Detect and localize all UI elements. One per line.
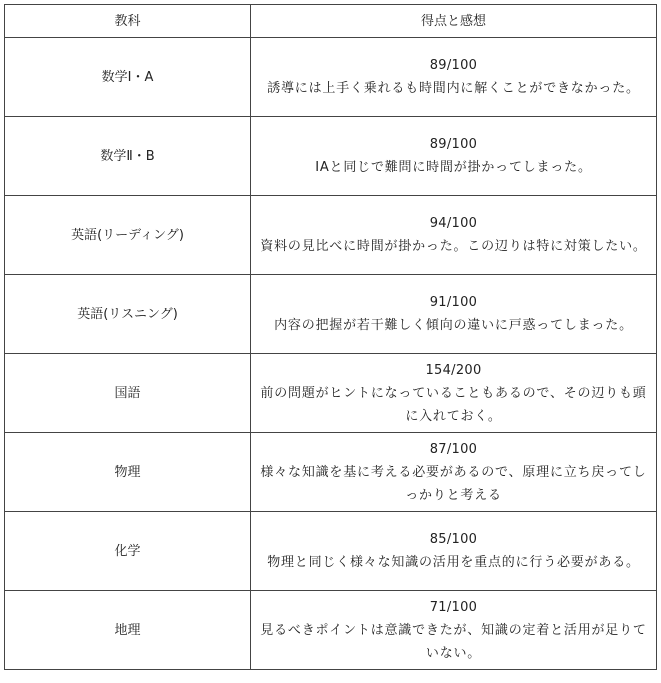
table-row	[5, 117, 657, 196]
subject-cell: 化学	[5, 512, 251, 591]
table-row	[5, 354, 657, 433]
table-row	[5, 591, 657, 670]
table-row	[5, 512, 657, 591]
comment-text: 資料の見比べに時間が掛かった。この辺りは特に対策したい。	[260, 239, 647, 254]
header-score-comment: 得点と感想	[251, 5, 657, 38]
table-row	[5, 196, 657, 275]
score-comment-cell	[251, 354, 657, 433]
score-value: 91/100	[429, 295, 478, 310]
table-row	[5, 433, 657, 512]
score-comment-cell	[251, 433, 657, 512]
comment-text: 物理と同じく様々な知識の活用を重点的に行う必要がある。	[267, 555, 640, 570]
subject-cell: 国語	[5, 354, 251, 433]
table-header-row	[5, 5, 657, 38]
comment-text: ⅠAと同じで難問に時間が掛かってしまった。	[315, 160, 592, 175]
score-comment-cell	[251, 275, 657, 354]
score-comment-cell	[251, 512, 657, 591]
comment-text: 様々な知識を基に考える必要があるので、原理に立ち戻ってしっかりと考える	[260, 464, 647, 503]
score-value: 94/100	[429, 216, 478, 231]
subject-cell: 数学Ⅱ・B	[5, 117, 251, 196]
score-value: 87/100	[429, 441, 478, 457]
score-value: 85/100	[429, 532, 478, 547]
subject-cell: 英語(リスニング)	[5, 275, 251, 354]
score-value: 89/100	[429, 137, 478, 152]
comment-text: 前の問題がヒントになっていることもあるので、その辺りも頭に入れておく。	[260, 385, 647, 424]
header-subject: 教科	[5, 5, 251, 38]
table-row	[5, 38, 657, 117]
score-table	[4, 4, 657, 670]
subject-cell: 物理	[5, 433, 251, 512]
subject-cell: 英語(リーディング)	[5, 196, 251, 275]
score-comment-cell	[251, 591, 657, 670]
score-comment-cell	[251, 196, 657, 275]
subject-cell: 数学Ⅰ・A	[5, 38, 251, 117]
comment-text: 内容の把握が若干難しく傾向の違いに戸惑ってしまった。	[274, 318, 633, 333]
subject-cell: 地理	[5, 591, 251, 670]
score-comment-cell	[251, 117, 657, 196]
table-row	[5, 275, 657, 354]
score-comment-cell	[251, 38, 657, 117]
score-value: 71/100	[429, 599, 478, 615]
score-value: 89/100	[429, 58, 478, 73]
score-value: 154/200	[425, 362, 482, 378]
comment-text: 見るべきポイントは意識できたが、知識の定着と活用が足りていない。	[260, 622, 647, 661]
comment-text: 誘導には上手く乗れるも時間内に解くことができなかった。	[267, 81, 640, 96]
